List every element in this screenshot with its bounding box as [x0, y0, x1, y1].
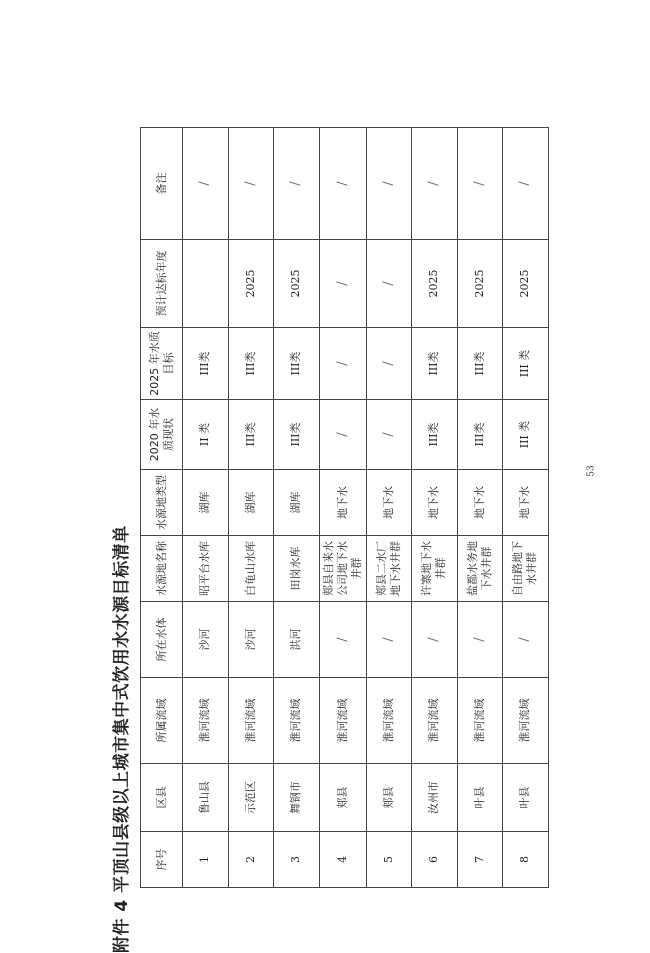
header-row	[141, 128, 183, 888]
cell-year: 2025	[503, 240, 549, 328]
cell-water-body: /	[503, 602, 549, 678]
cell-source-name: 昭平台水库	[183, 536, 229, 602]
cell-remark: /	[228, 128, 274, 240]
cell-remark: /	[503, 128, 549, 240]
water-source-table	[140, 127, 549, 888]
cell-source-name: 许寨地下水井群	[412, 536, 458, 602]
cell-status-2020: III类	[412, 400, 458, 470]
cell-no: 7	[457, 832, 503, 888]
cell-target-2025: /	[319, 328, 366, 400]
cell-source-name: 郏县二水厂地下水井群	[366, 536, 412, 602]
cell-source-type: 地下水	[503, 470, 549, 536]
cell-status-2020: III 类	[503, 400, 549, 470]
cell-basin: 淮河流域	[412, 678, 458, 764]
cell-county: 示范区	[228, 764, 274, 832]
cell-status-2020: III类	[228, 400, 274, 470]
header-year: 预计达标年度	[141, 240, 183, 328]
cell-remark: /	[274, 128, 320, 240]
cell-year	[183, 240, 229, 328]
cell-source-name: 田岗水库	[274, 536, 320, 602]
cell-no: 8	[503, 832, 549, 888]
cell-basin: 淮河流域	[274, 678, 320, 764]
header-no: 序号	[141, 832, 183, 888]
table-row	[228, 128, 274, 888]
cell-water-body: 洪河	[274, 602, 320, 678]
cell-source-type: 地下水	[366, 470, 412, 536]
page-number: 53	[586, 465, 597, 477]
cell-source-name: 白龟山水库	[228, 536, 274, 602]
cell-year: 2025	[228, 240, 274, 328]
cell-no: 3	[274, 832, 320, 888]
cell-year: /	[366, 240, 412, 328]
cell-status-2020: /	[366, 400, 412, 470]
cell-target-2025: III类	[412, 328, 458, 400]
cell-remark: /	[183, 128, 229, 240]
cell-target-2025: III类	[457, 328, 503, 400]
cell-water-body: 沙河	[228, 602, 274, 678]
cell-remark: /	[457, 128, 503, 240]
header-target-2025: 2025 年水质目标	[141, 328, 183, 400]
header-county: 区县	[141, 764, 183, 832]
table-row	[457, 128, 503, 888]
table-row	[319, 128, 366, 888]
cell-source-type: 湖库	[274, 470, 320, 536]
cell-water-body: /	[319, 602, 366, 678]
cell-status-2020: /	[319, 400, 366, 470]
header-source-name: 水源地名称	[141, 536, 183, 602]
cell-basin: 淮河流域	[319, 678, 366, 764]
cell-basin: 淮河流域	[366, 678, 412, 764]
cell-target-2025: /	[366, 328, 412, 400]
cell-target-2025: III 类	[503, 328, 549, 400]
cell-county: 舞钢市	[274, 764, 320, 832]
cell-source-type: 地下水	[457, 470, 503, 536]
cell-county: 汝州市	[412, 764, 458, 832]
header-source-type: 水源地类型	[141, 470, 183, 536]
cell-remark: /	[319, 128, 366, 240]
cell-source-name: 郏县自来水公司地下水井群	[319, 536, 366, 602]
cell-source-type: 地下水	[319, 470, 366, 536]
cell-remark: /	[366, 128, 412, 240]
cell-county: 鲁山县	[183, 764, 229, 832]
table-row	[412, 128, 458, 888]
cell-county: 叶县	[503, 764, 549, 832]
cell-no: 6	[412, 832, 458, 888]
cell-county: 叶县	[457, 764, 503, 832]
cell-no: 4	[319, 832, 366, 888]
cell-no: 5	[366, 832, 412, 888]
header-status-2020: 2020 年水质现状	[141, 400, 183, 470]
cell-basin: 淮河流域	[183, 678, 229, 764]
cell-year: 2025	[274, 240, 320, 328]
cell-status-2020: II 类	[183, 400, 229, 470]
cell-basin: 淮河流域	[503, 678, 549, 764]
cell-year: 2025	[412, 240, 458, 328]
table-row	[183, 128, 229, 888]
cell-source-type: 湖库	[228, 470, 274, 536]
cell-basin: 淮河流域	[228, 678, 274, 764]
cell-source-name: 自由路地下水井群	[503, 536, 549, 602]
cell-source-name: 盐都水务地下水井群	[457, 536, 503, 602]
cell-year: 2025	[457, 240, 503, 328]
cell-water-body: /	[412, 602, 458, 678]
cell-water-body: /	[366, 602, 412, 678]
cell-status-2020: III类	[457, 400, 503, 470]
page-title: 附件 4 平顶山县级以上城市集中式饮用水水源目标清单	[112, 525, 132, 953]
cell-target-2025: III类	[274, 328, 320, 400]
cell-no: 2	[228, 832, 274, 888]
header-remark: 备注	[141, 128, 183, 240]
cell-county: 郏县	[366, 764, 412, 832]
cell-remark: /	[412, 128, 458, 240]
cell-source-type: 湖库	[183, 470, 229, 536]
rotated-page-content	[112, 128, 546, 953]
header-basin: 所属流域	[141, 678, 183, 764]
cell-status-2020: III类	[274, 400, 320, 470]
table-row	[274, 128, 320, 888]
cell-water-body: /	[457, 602, 503, 678]
cell-source-type: 地下水	[412, 470, 458, 536]
cell-no: 1	[183, 832, 229, 888]
table-row	[366, 128, 412, 888]
cell-year: /	[319, 240, 366, 328]
cell-water-body: 沙河	[183, 602, 229, 678]
cell-target-2025: III类	[183, 328, 229, 400]
cell-basin: 淮河流域	[457, 678, 503, 764]
table-row	[503, 128, 549, 888]
cell-target-2025: III类	[228, 328, 274, 400]
header-water-body: 所在水体	[141, 602, 183, 678]
cell-county: 郏县	[319, 764, 366, 832]
